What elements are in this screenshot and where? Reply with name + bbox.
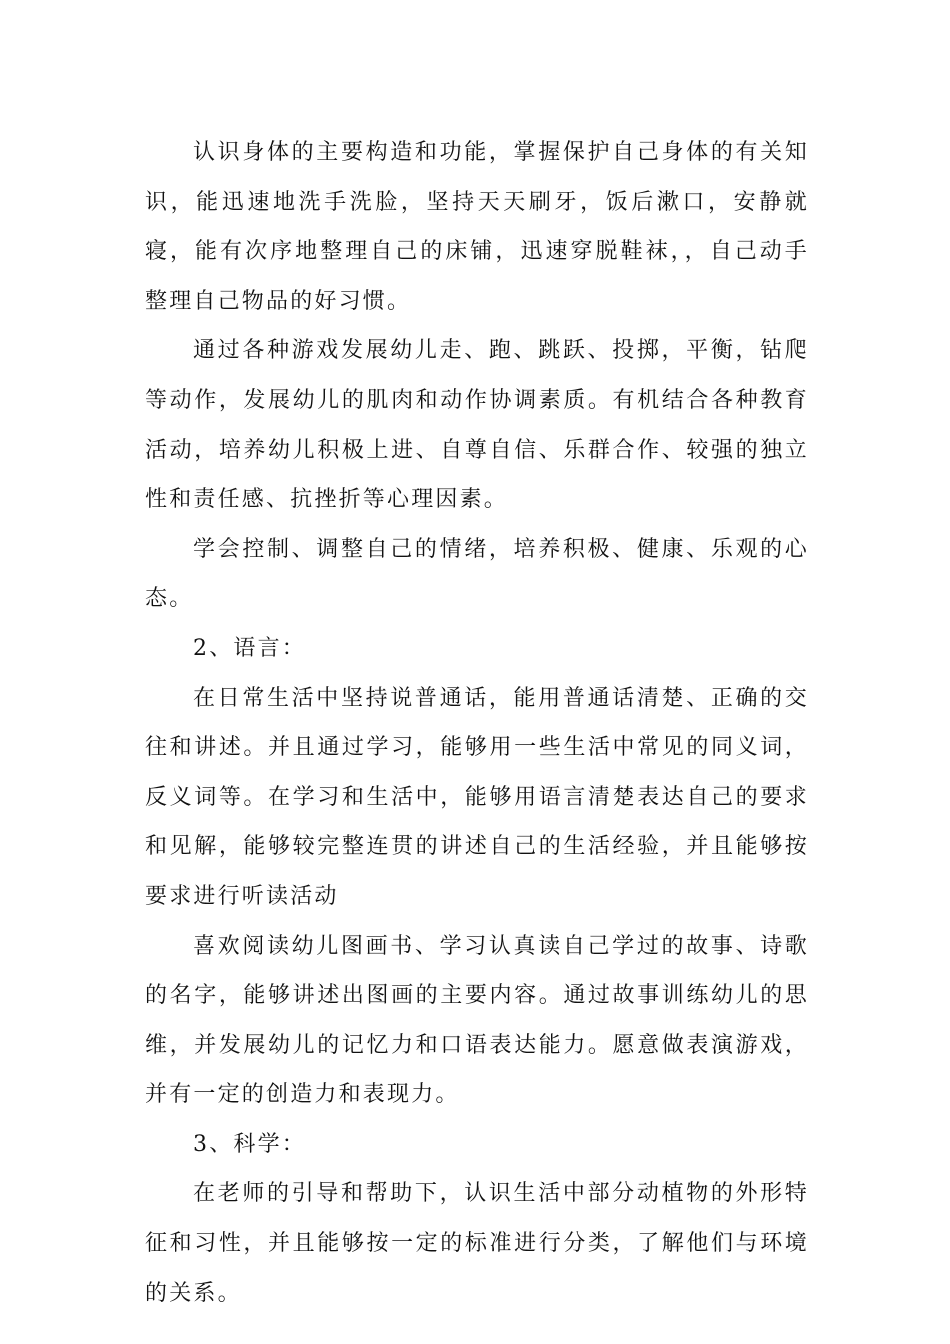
paragraph-science-nature: 在老师的引导和帮助下，认识生活中部分动植物的外形特征和习性，并且能够按一定的标准进行分类，了解他们与环境的关系。 xyxy=(145,1181,809,1306)
paragraph-body-care: 认识身体的主要构造和功能，掌握保护自己身体的有关知识，能迅速地洗手洗脸，坚持天天刷牙，饭后漱口，安静就寝，能有次序地整理自己的床铺，迅速穿脱鞋袜，，自己动手整理自己物品的好习惯。 xyxy=(145,140,809,314)
section-heading-language: 2、语言： xyxy=(193,635,306,661)
paragraph-language-speaking: 在日常生活中坚持说普通话，能用普通话清楚、正确的交往和讲述。并且通过学习，能够用一些生活中常见的同义词，反义词等。在学习和生活中，能够用语言清楚表达自己的要求和见解，能够较完整连贯的讲述自己的生活经验，并且能够按要求进行听读活动 xyxy=(145,685,809,909)
paragraph-language-reading: 喜欢阅读幼儿图画书、学习认真读自己学过的故事、诗歌的名字，能够讲述出图画的主要内容。通过故事训练幼儿的思维，并发展幼儿的记忆力和口语表达能力。愿意做表演游戏，并有一定的创造力和表现力。 xyxy=(145,933,809,1108)
section-heading-science: 3、科学： xyxy=(193,1131,306,1157)
paragraph-motor-development: 通过各种游戏发展幼儿走、跑、跳跃、投掷，平衡，钻爬等动作，发展幼儿的肌肉和动作协调素质。有机结合各种教育活动，培养幼儿积极上进、自尊自信、乐群合作、较强的独立性和责任感、抗挫折等心理因素。 xyxy=(145,338,809,513)
document-body xyxy=(145,128,809,1318)
paragraph-emotion: 学会控制、调整自己的情绪，培养积极、健康、乐观的心态。 xyxy=(145,536,809,612)
